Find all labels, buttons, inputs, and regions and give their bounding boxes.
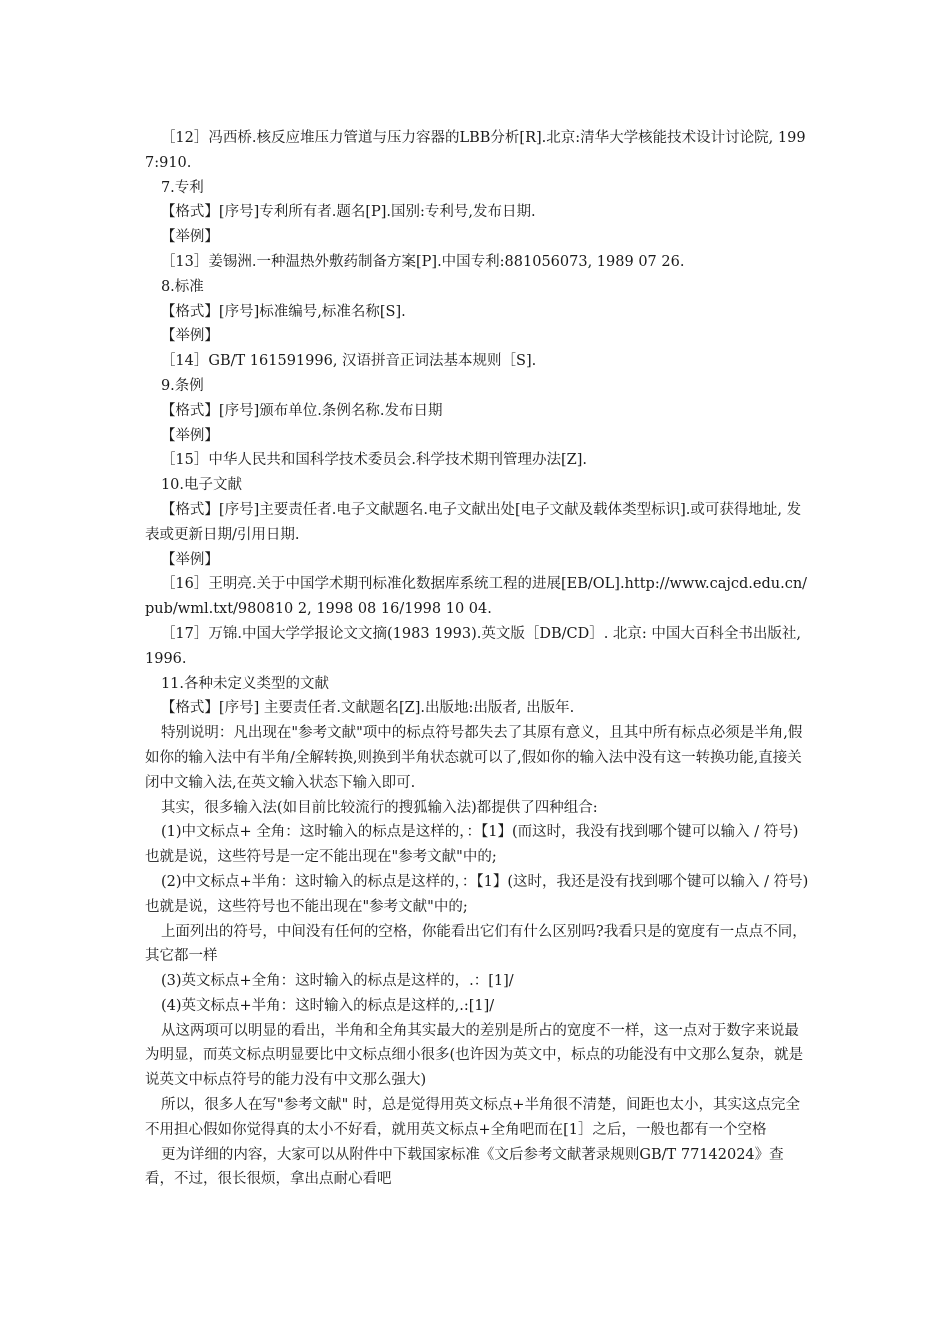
combo-2-paragraph: (2)中文标点+半角：这时输入的标点是这样的，：【1】(这时，我还是没有找到哪个键可以输入 / 符号)也就是说，这些符号也不能出现在"参考文献"中的; <box>145 873 809 915</box>
format-patent: 【格式】[序号]专利所有者.题名[P].国别:专利号,发布日期. <box>160 204 536 221</box>
spacing-advice-paragraph: 所以，很多人在写"参考文献" 时，总是觉得用英文标点+半角很不清楚，间距也太小，其实这点完全不用担心假如你觉得真的太小不好看，就用英文标点+全角吧而在[1］之后，一般也都有一个空格 <box>145 1097 801 1138</box>
format-electronic: 【格式】[序号]主要责任者.电子文献题名.电子文献出处[电子文献及载体类型标识].或可获得地址, 发表或更新日期/引用日期. <box>145 501 802 543</box>
example-label: 【举例】 <box>160 328 219 345</box>
closing-paragraph: 更为详细的内容，大家可以从附件中下载国家标准《文后参考文献著录规则GB/T 77142024》查看，不过，很长很烦，拿出点耐心看吧 <box>145 1146 784 1188</box>
section-heading-undefined: 11.各种未定义类型的文献 <box>160 675 329 692</box>
example-label: 【举例】 <box>160 229 219 246</box>
combo-3-paragraph: (3)英文标点+全角：这时输入的标点是这样的，.：[1]/ <box>160 973 514 990</box>
width-difference-paragraph: 从这两项可以明显的看出，半角和全角其实最大的差别是所占的宽度不一样，这一点对于数字来说最为明显，而英文标点明显要比中文标点细小很多(也许因为英文中，标点的功能没有中文那么复杂，就是说英文中标点符号的能力没有中文那么强大) <box>145 1022 804 1089</box>
reference-12: ［12］冯西桥.核反应堆压力管道与压力容器的LBB分析[R].北京:清华大学核能技术设计讨论院, 1997:910. <box>145 130 806 171</box>
special-note-paragraph: 特别说明：凡出现在"参考文献"项中的标点符号都失去了其原有意义，且其中所有标点必须是半角,假如你的输入法中有半角/全解转换,则换到半角状态就可以了,假如你的输入法中没有这一转换功能,直接关闭中文输入法,在英文输入状态下输入即可. <box>145 725 803 791</box>
reference-15: ［15］中华人民共和国科学技术委员会.科学技术期刊管理办法[Z]. <box>160 452 587 469</box>
reference-13: ［13］姜锡洲.一种温热外敷药制备方案[P].中国专利:881056073, 1989 07 26. <box>160 253 685 270</box>
combo-4-paragraph: (4)英文标点+半角：这时输入的标点是这样的,.:[1]/ <box>160 997 495 1014</box>
reference-16: ［16］王明亮.关于中国学术期刊标准化数据库系统工程的进展[EB/OL].http://www.cajcd.edu.cn/pub/wml.txt/980810 2, 1998 08 16/1998 10 04. <box>145 576 808 618</box>
input-method-intro: 其实，很多输入法(如目前比较流行的搜狐输入法)都提供了四种组合: <box>160 799 598 816</box>
format-regulation: 【格式】[序号]颁布单位.条例名称.发布日期 <box>160 402 443 419</box>
comparison-paragraph: 上面列出的符号，中间没有任何的空格，你能看出它们有什么区别吗?我看只是的宽度有一点点不同，其它都一样 <box>145 923 807 965</box>
document-body <box>145 126 810 1192</box>
section-heading-standard: 8.标准 <box>160 278 204 295</box>
example-label: 【举例】 <box>160 427 219 444</box>
section-heading-patent: 7.专利 <box>160 179 204 196</box>
combo-1-paragraph: (1)中文标点+ 全角：这时输入的标点是这样的，：【1】(而这时，我没有找到哪个键可以输入 / 符号)也就是说，这些符号是一定不能出现在"参考文献"中的; <box>145 824 799 866</box>
example-label: 【举例】 <box>160 551 219 568</box>
format-standard: 【格式】[序号]标准编号,标准名称[S]. <box>160 303 406 320</box>
section-heading-electronic: 10.电子文献 <box>160 477 242 494</box>
reference-17: ［17］万锦.中国大学学报论文文摘(1983 1993).英文版［DB/CD］. 北京: 中国大百科全书出版社, 1996. <box>145 625 802 667</box>
format-undefined: 【格式】[序号] 主要责任者.文献题名[Z].出版地:出版者, 出版年. <box>160 700 575 717</box>
reference-14: ［14］GB/T 161591996, 汉语拼音正词法基本规则［S]. <box>160 353 537 370</box>
section-heading-regulation: 9.条例 <box>160 377 204 394</box>
